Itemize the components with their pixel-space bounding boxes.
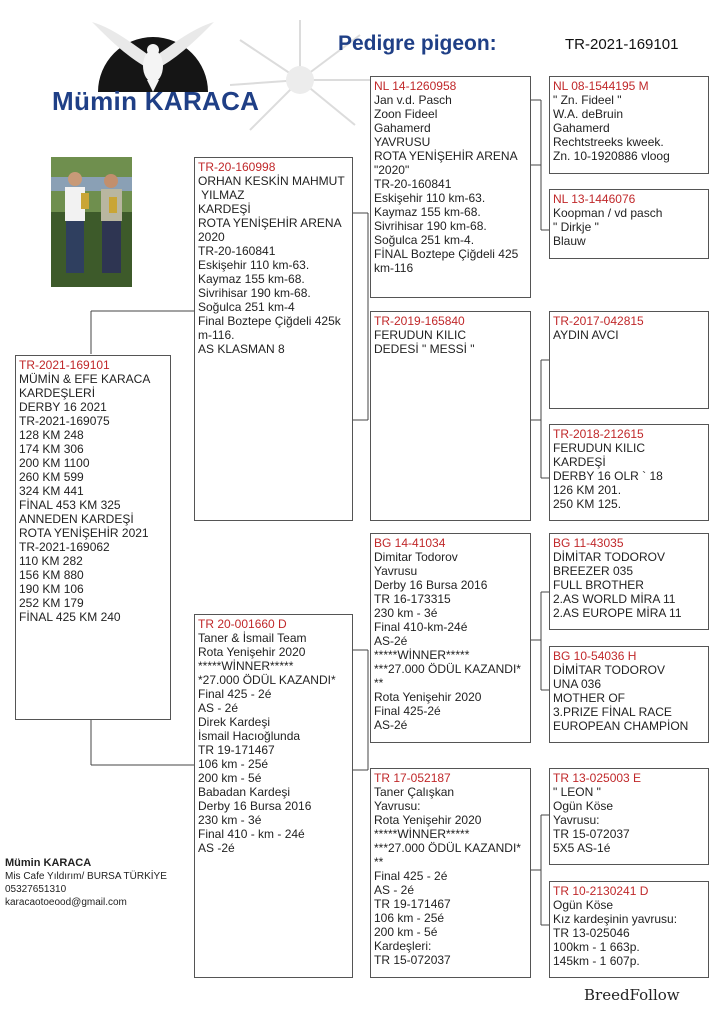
detail-line: *****WİNNER***** — [374, 648, 470, 662]
detail-line: Kaymaz 155 km-68. — [198, 272, 305, 286]
detail-line: 230 km - 3é — [374, 606, 438, 620]
detail-line: Final 410 - km - 24é — [198, 827, 305, 841]
detail-line: W.A. deBruin — [553, 107, 624, 121]
owner-name: Mümin KARACA — [52, 86, 260, 116]
detail-line: DİMİTAR TODOROV — [553, 663, 666, 677]
detail-line: Taner & İsmail Team — [198, 631, 307, 645]
detail-line: Gahamerd — [553, 121, 610, 135]
ring-number: NL 14-1260958 — [374, 79, 457, 93]
detail-line: TR 16-173315 — [374, 592, 451, 606]
detail-line: AYDIN AVCI — [553, 328, 619, 342]
detail-line: Eskişehir 110 km-63. — [198, 258, 310, 272]
detail-line: Sivrihisar 190 km-68. — [198, 286, 311, 300]
contact-email: karacaotoeood@gmail.com — [5, 897, 127, 908]
detail-line: TR 19-171467 — [198, 743, 275, 757]
pigeon-card-sire-sire[interactable] — [370, 76, 531, 298]
detail-line: 156 KM 880 — [19, 568, 84, 582]
detail-line: FİNAL Boztepe Çiğdeli 425 — [374, 247, 519, 261]
detail-line: MÜMİN & EFE KARACA — [19, 372, 151, 386]
detail-line: *****WİNNER***** — [198, 659, 294, 673]
detail-line: Ogün Köse — [553, 898, 614, 912]
detail-line: AS-2é — [374, 718, 408, 732]
detail-line: DİMİTAR TODOROV — [553, 550, 666, 564]
ring-number: TR 13-025003 E — [553, 771, 642, 785]
pigeon-details — [553, 550, 705, 620]
pigeon-details — [374, 328, 527, 356]
detail-line: Ogün Köse — [553, 799, 614, 813]
contact-address: Mis Cafe Yıldırım/ BURSA TÜRKİYE — [5, 871, 167, 882]
detail-line: Final 425 - 2é — [374, 869, 448, 883]
detail-line: Soğulca 251 km-4 — [198, 300, 295, 314]
detail-line: " LEON " — [553, 785, 601, 799]
detail-line: 128 KM 248 — [19, 428, 84, 442]
detail-line: BREEZER 035 — [553, 564, 634, 578]
pigeon-card-dds[interactable] — [549, 768, 709, 865]
detail-line: AS-2é — [374, 634, 408, 648]
pigeon-details — [198, 174, 349, 356]
detail-line: 3.PRIZE FİNAL RACE — [553, 705, 672, 719]
detail-line: 106 km - 25é — [374, 911, 445, 925]
detail-line: ROTA YENİŞEHİR 2021 — [19, 526, 149, 540]
detail-line: Taner Çalışkan — [374, 785, 455, 799]
detail-line: Koopman / vd pasch — [553, 206, 663, 220]
detail-line: 145km - 1 607p. — [553, 954, 640, 968]
detail-line: Babadan Kardeşi — [198, 785, 291, 799]
detail-line: Direk Kardeşi — [198, 715, 271, 729]
detail-line: 200 km - 5é — [374, 925, 438, 939]
detail-line: İsmail Hacıoğlunda — [198, 729, 301, 743]
detail-line: TR 13-025046 — [553, 926, 630, 940]
detail-line: FİNAL 453 KM 325 — [19, 498, 121, 512]
detail-line: Blauw — [553, 234, 586, 248]
pigeon-details — [553, 898, 705, 968]
pigeon-card-dss[interactable] — [549, 533, 709, 630]
detail-line: YAVRUSU — [374, 135, 431, 149]
detail-line: AS -2é — [198, 841, 235, 855]
detail-line: TR 15-072037 — [553, 827, 630, 841]
ring-number: TR 10-2130241 D — [553, 884, 649, 898]
detail-line: 260 KM 599 — [19, 470, 84, 484]
detail-line: 126 KM 201. — [553, 483, 622, 497]
detail-line: 100km - 1 663p. — [553, 940, 640, 954]
pigeon-details — [553, 663, 705, 733]
brand-watermark: BreedFollow — [584, 986, 680, 1004]
detail-line: KARDEŞİ — [553, 455, 606, 469]
detail-line: EUROPEAN CHAMPİON — [553, 719, 689, 733]
detail-line: *****WİNNER***** — [374, 827, 470, 841]
detail-line: 190 KM 106 — [19, 582, 84, 596]
pigeon-card-sss[interactable] — [549, 76, 709, 174]
detail-line: 200 km - 5é — [198, 771, 262, 785]
detail-line: Kız kardeşinin yavrusu: — [553, 912, 678, 926]
detail-line: UNA 036 — [553, 677, 602, 691]
detail-line: Kardeşleri: — [374, 939, 432, 953]
detail-line: "2020" — [374, 163, 410, 177]
detail-line: *27.000 ÖDÜL KAZANDI* — [198, 673, 336, 687]
detail-line: 110 KM 282 — [19, 554, 83, 568]
detail-line: " Zn. Fideel " — [553, 93, 622, 107]
pigeon-details — [19, 372, 167, 624]
detail-line: Rechtstreeks kweek. — [553, 135, 664, 149]
detail-line: ***27.000 ÖDÜL KAZANDI* — [374, 662, 521, 676]
detail-line: AS - 2é — [198, 701, 239, 715]
detail-line: ** — [374, 855, 384, 869]
detail-line: Zn. 10-1920886 vloog — [553, 149, 670, 163]
detail-line: Final 425 - 2é — [198, 687, 272, 701]
pigeon-details — [553, 441, 705, 511]
detail-line: FERUDUN KILIC — [553, 441, 646, 455]
pigeon-card-sdd[interactable] — [549, 424, 709, 521]
detail-line: FERUDUN KILIC — [374, 328, 467, 342]
ring-number: TR-2018-212615 — [553, 427, 644, 441]
ring-number: TR-2021-169101 — [19, 358, 110, 372]
detail-line: ROTA YENİŞEHİR ARENA — [374, 149, 518, 163]
detail-line: FULL BROTHER — [553, 578, 644, 592]
detail-line: Final 425-2é — [374, 704, 441, 718]
detail-line: FİNAL 425 KM 240 — [19, 610, 121, 624]
pigeon-card-subject[interactable] — [15, 355, 171, 720]
ring-number: NL 08-1544195 M — [553, 79, 649, 93]
detail-line: Soğulca 251 km-4. — [374, 233, 475, 247]
detail-line: 2.AS EUROPE MİRA 11 — [553, 606, 682, 620]
detail-line: " Dirkje " — [553, 220, 599, 234]
detail-line: TR-20-160841 — [198, 244, 276, 258]
ring-number: TR-20-160998 — [198, 160, 276, 174]
ring-number: TR 20-001660 D — [198, 617, 287, 631]
pigeon-details — [553, 206, 705, 248]
detail-line: Yavrusu — [374, 564, 418, 578]
pigeon-card-dsd[interactable] — [549, 646, 709, 743]
pigeon-details — [374, 550, 527, 732]
detail-line: Derby 16 Bursa 2016 — [198, 799, 312, 813]
detail-line: AS - 2é — [374, 883, 415, 897]
detail-line: AS KLASMAN 8 — [198, 342, 285, 356]
detail-line: DEDESİ " MESSİ " — [374, 342, 475, 356]
detail-line: Rota Yenişehir 2020 — [198, 645, 306, 659]
pigeon-card-ddd[interactable] — [549, 881, 709, 978]
detail-line: km-116 — [374, 261, 414, 275]
detail-line: TR 19-171467 — [374, 897, 451, 911]
pigeon-details — [374, 93, 527, 275]
detail-line: KARDEŞLERİ — [19, 386, 96, 400]
detail-line: Yavrusu: — [374, 799, 421, 813]
detail-line: m-116. — [198, 328, 235, 342]
detail-line: Zoon Fideel — [374, 107, 438, 121]
pigeon-card-sds[interactable] — [549, 311, 709, 409]
detail-line: 106 km - 25é — [198, 757, 269, 771]
detail-line: 250 KM 125. — [553, 497, 622, 511]
ring-number: BG 10-54036 H — [553, 649, 637, 663]
header-ring-number: TR-2021-169101 — [565, 36, 679, 53]
detail-line: DERBY 16 OLR ` 18 — [553, 469, 663, 483]
detail-line: Rota Yenişehir 2020 — [374, 813, 482, 827]
detail-line: Sivrihisar 190 km-68. — [374, 219, 487, 233]
detail-line: MOTHER OF — [553, 691, 625, 705]
pigeon-details — [553, 785, 705, 855]
pigeon-card-sire[interactable] — [194, 157, 353, 521]
ring-number: TR-2019-165840 — [374, 314, 465, 328]
ring-number: TR-2017-042815 — [553, 314, 644, 328]
pigeon-details — [198, 631, 349, 855]
detail-line: ROTA YENİŞEHİR ARENA — [198, 216, 342, 230]
contact-phone: 05327651310 — [5, 884, 67, 895]
detail-line: 2020 — [198, 230, 225, 244]
detail-line: Gahamerd — [374, 121, 431, 135]
detail-line: 252 KM 179 — [19, 596, 84, 610]
pigeon-card-dam[interactable] — [194, 614, 353, 978]
detail-line: Rota Yenişehir 2020 — [374, 690, 482, 704]
detail-line: Final Boztepe Çiğdeli 425k — [198, 314, 341, 328]
pigeon-card-dam-dam[interactable] — [370, 768, 531, 978]
detail-line: Derby 16 Bursa 2016 — [374, 578, 488, 592]
detail-line: KARDEŞİ — [198, 202, 251, 216]
detail-line: ***27.000 ÖDÜL KAZANDI* — [374, 841, 521, 855]
detail-line: TR-20-160841 — [374, 177, 452, 191]
detail-line: TR-2021-169075 — [19, 414, 110, 428]
detail-line: 174 KM 306 — [19, 442, 84, 456]
ring-number: TR 17-052187 — [374, 771, 451, 785]
ring-number: NL 13-1446076 — [553, 192, 636, 206]
pigeon-card-sire-dam[interactable] — [370, 311, 531, 521]
detail-line: YILMAZ — [198, 188, 245, 202]
pigeon-details — [553, 328, 705, 342]
ring-number: BG 11-43035 — [553, 536, 624, 550]
detail-line: Final 410-km-24é — [374, 620, 468, 634]
pigeon-details — [374, 785, 527, 967]
contact-block — [5, 857, 167, 909]
detail-line: Kaymaz 155 km-68. — [374, 205, 481, 219]
detail-line: ORHAN KESKİN MAHMUT — [198, 174, 345, 188]
ring-number: BG 14-41034 — [374, 536, 446, 550]
page-title: Pedigre pigeon: — [338, 32, 497, 55]
pigeon-details — [553, 93, 705, 163]
detail-line: 5X5 AS-1é — [553, 841, 611, 855]
detail-line: ANNEDEN KARDEŞİ — [19, 512, 134, 526]
detail-line: Dimitar Todorov — [374, 550, 458, 564]
detail-line: DERBY 16 2021 — [19, 400, 107, 414]
detail-line: ** — [374, 676, 384, 690]
contact-name: Mümin KARACA — [5, 857, 92, 869]
pigeon-card-ssd[interactable] — [549, 189, 709, 259]
detail-line: 230 km - 3é — [198, 813, 262, 827]
detail-line: Jan v.d. Pasch — [374, 93, 452, 107]
detail-line: Eskişehir 110 km-63. — [374, 191, 486, 205]
detail-line: TR-2021-169062 — [19, 540, 110, 554]
detail-line: Yavrusu: — [553, 813, 600, 827]
detail-line: 200 KM 1100 — [19, 456, 90, 470]
detail-line: TR 15-072037 — [374, 953, 451, 967]
pigeon-card-dam-sire[interactable] — [370, 533, 531, 743]
detail-line: 324 KM 441 — [19, 484, 84, 498]
detail-line: 2.AS WORLD MİRA 11 — [553, 592, 676, 606]
